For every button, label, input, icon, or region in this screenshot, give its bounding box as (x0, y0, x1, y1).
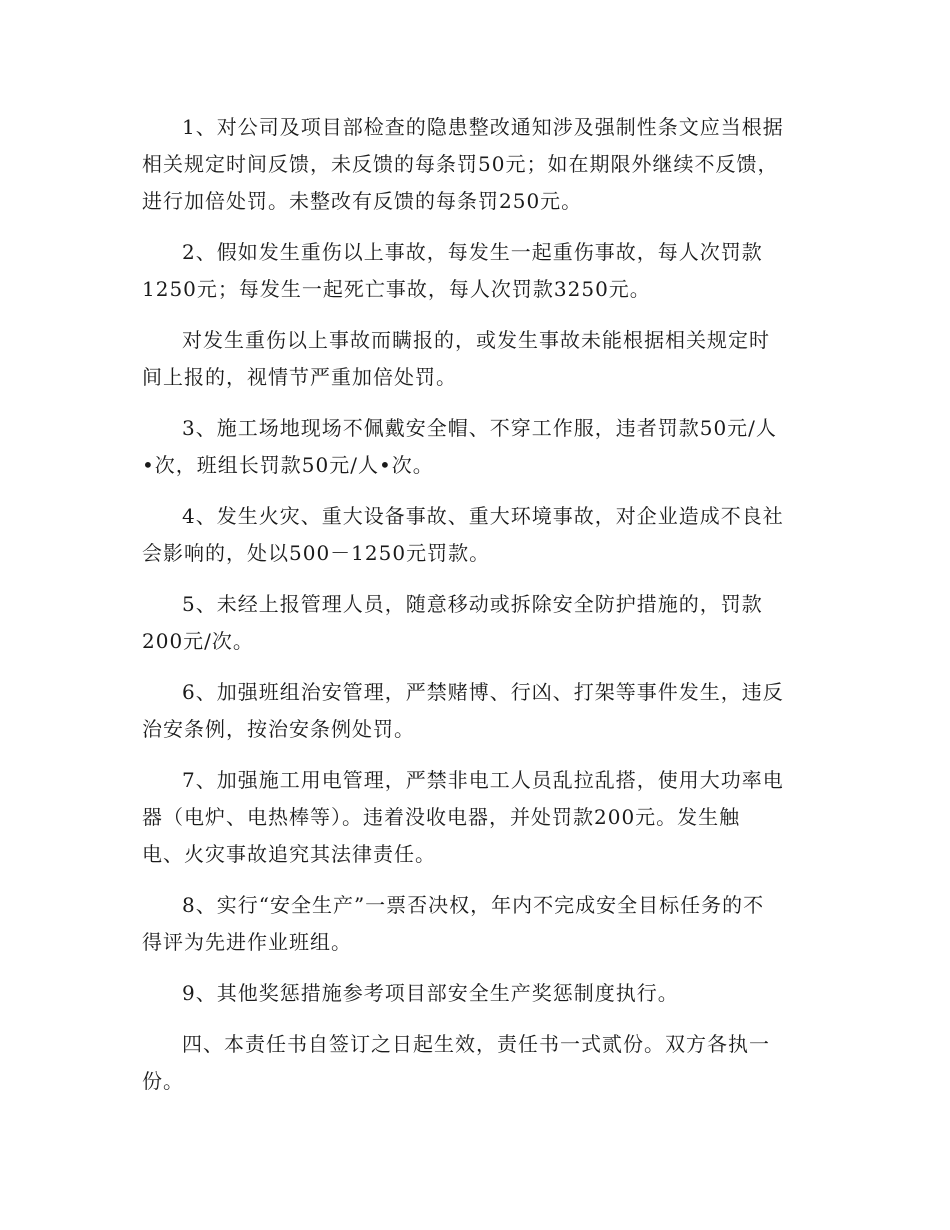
paragraph-rule-2: 2、假如发生重伤以上事故，每发生一起重伤事故，每人次罚款 1250元；每发生一起死亡事故，每人次罚款3250元。 (142, 240, 763, 301)
paragraph-section-4: 四、本责任书自签订之日起生效，责任书一式贰份。双方各执一 份。 (142, 1032, 770, 1093)
paragraph-rule-3: 3、施工场地现场不佩戴安全帽、不穿工作服，违者罚款50元/人 •次，班组长罚款50元/人•次。 (142, 416, 777, 477)
document-body (142, 109, 812, 1114)
paragraph-rule-1: 1、对公司及项目部检查的隐患整改通知涉及强制性条文应当根据 相关规定时间反馈，未反馈的每条罚50元；如在期限外继续不反馈， 进行加倍处罚。未整改有反馈的每条罚250元。 (142, 115, 784, 213)
paragraph-rule-2-concealment: 对发生重伤以上事故而瞒报的，或发生事故未能根据相关规定时 间上报的，视情节严重加倍处罚。 (142, 328, 770, 389)
paragraph-rule-7: 7、加强施工用电管理，严禁非电工人员乱拉乱搭，使用大功率电 器（电炉、电热棒等）。违着没收电器，并处罚款200元。发生触 电、火灾事故追究其法律责任。 (142, 768, 784, 866)
paragraph-rule-5: 5、未经上报管理人员，随意移动或拆除安全防护措施的，罚款 200元/次。 (142, 592, 763, 653)
paragraph-rule-4: 4、发生火灾、重大设备事故、重大环境事故，对企业造成不良社 会影响的，处以500－1250元罚款。 (142, 504, 784, 565)
paragraph-rule-9: 9、其他奖惩措施参考项目部安全生产奖惩制度执行。 (182, 981, 679, 1005)
paragraph-rule-6: 6、加强班组治安管理，严禁赌博、行凶、打架等事件发生，违反 治安条例，按治安条例处罚。 (142, 680, 784, 741)
paragraph-rule-8: 8、实行“安全生产”一票否决权，年内不完成安全目标任务的不 得评为先进作业班组。 (142, 893, 765, 954)
